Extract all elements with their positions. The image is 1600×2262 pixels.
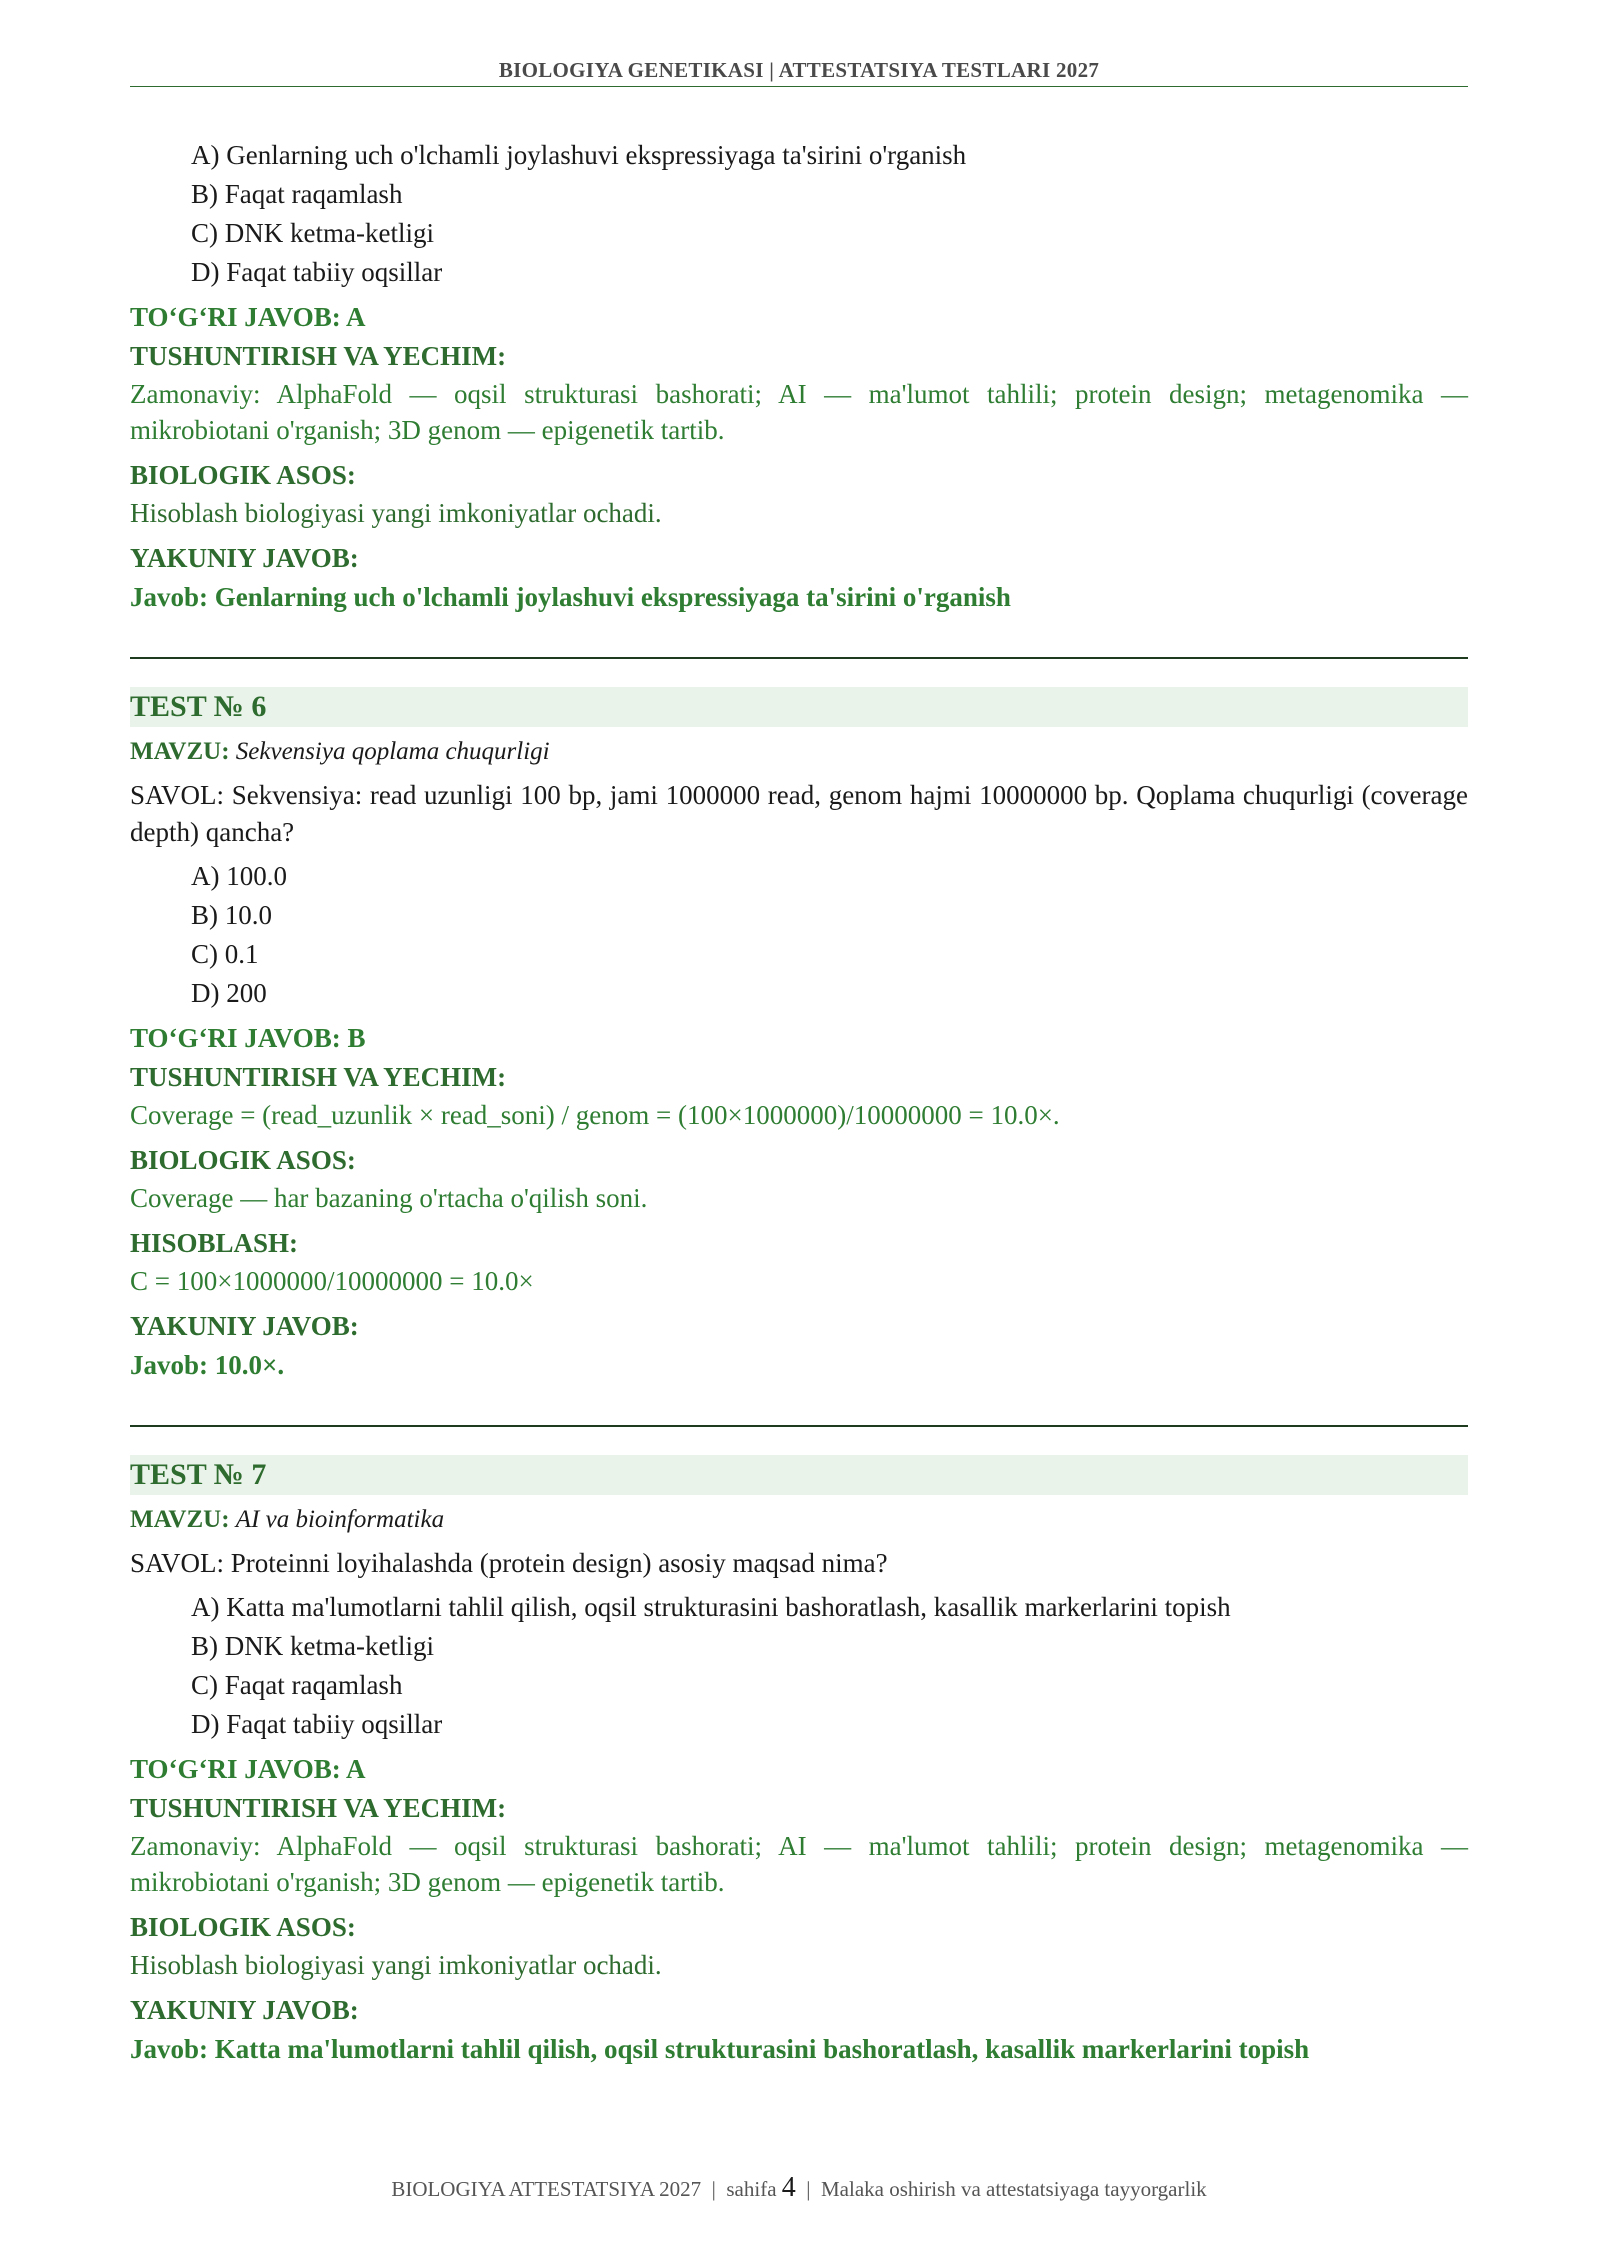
test-heading: TEST № 7 xyxy=(130,1455,1468,1495)
footer-right: Malaka oshirish va attestatsiyaga tayyorgarlik xyxy=(821,2177,1207,2201)
test-heading: TEST № 6 xyxy=(130,687,1468,727)
correct-answer: TO‘G‘RI JAVOB: A xyxy=(130,302,366,332)
basis-label: BIOLOGIK ASOS: xyxy=(130,1145,356,1175)
topic-line xyxy=(130,1501,1468,1539)
explanation-text: Coverage = (read_uzunlik × read_soni) / genom = (100×1000000)/10000000 = 10.0×. xyxy=(130,1100,1060,1130)
option-b: B) 10.0 xyxy=(191,900,272,930)
basis-text: Coverage — har bazaning o'rtacha o'qilish soni. xyxy=(130,1183,648,1213)
topic-value: Sekvensiya qoplama chuqurligi xyxy=(235,738,550,765)
option-a: A) Genlarning uch o'lchamli joylashuvi ekspressiyaga ta'sirini o'rganish xyxy=(191,140,967,170)
option-b: B) Faqat raqamlash xyxy=(191,179,403,209)
option-b: B) DNK ketma-ketligi xyxy=(191,1631,434,1661)
section-divider xyxy=(130,1425,1468,1427)
explanation-text: Zamonaviy: AlphaFold — oqsil strukturasi bashorati; AI — ma'lumot tahlili; protein design; metagenomika — mikrobiotani o'rganish; 3D genom — epigenetik tartib. xyxy=(130,379,1468,445)
option-a: A) Katta ma'lumotlarni tahlil qilish, oqsil strukturasini bashoratlash, kasallik markerlarini topish xyxy=(191,1592,1231,1622)
answer-options xyxy=(130,1588,1468,1744)
answer-options xyxy=(130,136,1468,292)
option-d: D) 200 xyxy=(191,978,267,1008)
explanation-label: TUSHUNTIRISH VA YECHIM: xyxy=(130,341,507,371)
header-rule xyxy=(130,86,1468,87)
final-label: YAKUNIY JAVOB: xyxy=(130,543,359,573)
document-page xyxy=(130,0,1468,2262)
topic-line xyxy=(130,733,1468,771)
basis-text: Hisoblash biologiyasi yangi imkoniyatlar ochadi. xyxy=(130,498,662,528)
section-divider xyxy=(130,657,1468,659)
explanation-label: TUSHUNTIRISH VA YECHIM: xyxy=(130,1793,507,1823)
footer-page-label: sahifa xyxy=(726,2177,777,2201)
page-content xyxy=(130,136,1468,2069)
basis-text: Hisoblash biologiyasi yangi imkoniyatlar ochadi. xyxy=(130,1950,662,1980)
running-header: BIOLOGIYA GENETIKASI | ATTESTATSIYA TESTLARI 2027 xyxy=(498,58,1100,82)
correct-answer: TO‘G‘RI JAVOB: B xyxy=(130,1023,366,1053)
explanation-text: Zamonaviy: AlphaFold — oqsil strukturasi bashorati; AI — ma'lumot tahlili; protein design; metagenomika — mikrobiotani o'rganish; 3D genom — epigenetik tartib. xyxy=(130,1831,1468,1897)
topic-label: MAVZU: xyxy=(130,738,230,765)
final-answer: Javob: Genlarning uch o'lchamli joylashuvi ekspressiyaga ta'sirini o'rganish xyxy=(130,582,1011,612)
option-c: C) Faqat raqamlash xyxy=(191,1670,403,1700)
option-a: A) 100.0 xyxy=(191,861,287,891)
option-c: C) 0.1 xyxy=(191,939,259,969)
basis-label: BIOLOGIK ASOS: xyxy=(130,460,356,490)
page-footer xyxy=(130,2172,1468,2204)
topic-label: MAVZU: xyxy=(130,1506,230,1533)
footer-separator: | xyxy=(806,2177,811,2201)
page-number: 4 xyxy=(781,2172,796,2203)
option-d: D) Faqat tabiiy oqsillar xyxy=(191,1709,443,1739)
final-label: YAKUNIY JAVOB: xyxy=(130,1311,359,1341)
question-text: SAVOL: Proteinni loyihalashda (protein design) asosiy maqsad nima? xyxy=(130,1548,888,1578)
explanation-label: TUSHUNTIRISH VA YECHIM: xyxy=(130,1062,507,1092)
calculation-text: C = 100×1000000/10000000 = 10.0× xyxy=(130,1266,534,1296)
footer-separator: | xyxy=(711,2177,716,2201)
final-answer: Javob: Katta ma'lumotlarni tahlil qilish, oqsil strukturasini bashoratlash, kasallik markerlarini topish xyxy=(130,2034,1310,2064)
footer-left: BIOLOGIYA ATTESTATSIYA 2027 xyxy=(391,2177,702,2201)
option-c: C) DNK ketma-ketligi xyxy=(191,218,434,248)
basis-label: BIOLOGIK ASOS: xyxy=(130,1912,356,1942)
topic-value: AI va bioinformatika xyxy=(235,1506,445,1533)
correct-answer: TO‘G‘RI JAVOB: A xyxy=(130,1754,366,1784)
final-answer: Javob: 10.0×. xyxy=(130,1350,285,1380)
final-label: YAKUNIY JAVOB: xyxy=(130,1995,359,2025)
calculation-label: HISOBLASH: xyxy=(130,1228,299,1258)
question-text: SAVOL: Sekvensiya: read uzunligi 100 bp, jami 1000000 read, genom hajmi 10000000 bp. Qoplama chuqurligi (coverage depth) qancha? xyxy=(130,780,1468,847)
option-d: D) Faqat tabiiy oqsillar xyxy=(191,257,443,287)
answer-options xyxy=(130,857,1468,1013)
